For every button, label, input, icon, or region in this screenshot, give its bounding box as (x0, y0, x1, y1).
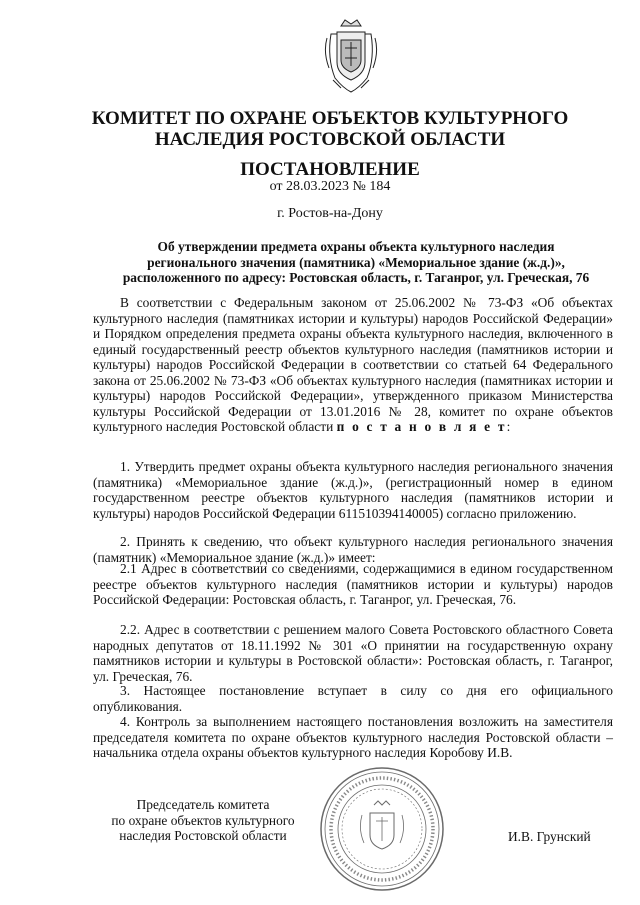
signatory-title-line-1: Председатель комитета (136, 797, 270, 812)
subject-line-1: Об утверждении предмета охраны объекта культурного наследия (157, 239, 555, 254)
resolves-colon: : (506, 419, 511, 434)
preamble-text: В соответствии с Федеральным законом от 25.06.2002 № 73-ФЗ «Об объектах культурного наследия (памятниках истории и культуры) народов Российской Федерации» и Порядком определения предмета охраны объекта культурного наследия, включенного в единый государственный реестр объектов культурного наследия (памятников истории и культуры) народов Российской Федерации в соответствии со статьей 64 Федерального закона от 25.06.2002 № 73-ФЗ «Об объектах культурного наследия (памятниках истории и культуры) народов Российской Федерации», утвержденного приказом Министерства культуры Российской Федерации от 13.01.2016 № 28, комитет по охране объектов культурного наследия Ростовской области (93, 295, 613, 434)
paragraph-2-2: 2.2. Адрес в соответствии с решением малого Совета Ростовского областного Совета народных депутатов от 18.11.1992 № 301 «О принятии на государственную охрану памятников истории и культуры в Ростовской области»: Ростовская область, г. Таганрог, ул. Греческая, 76. (93, 622, 613, 684)
preamble-paragraph (93, 295, 613, 435)
signatory-title-line-2: по охране объектов культурного (111, 812, 295, 828)
paragraph-1: 1. Утвердить предмет охраны объекта культурного наследия регионального значения (памятника) «Мемориальное здание (ж.д.)», (регистрационный номер в едином государственном реестре объектов культурного наследия (памятников истории и культуры) народов Российской Федерации 611510394140005) согласно приложению. (93, 459, 613, 521)
organization-line-2: НАСЛЕДИЯ РОСТОВСКОЙ ОБЛАСТИ (154, 129, 506, 150)
subject-line-2: регионального значения (памятника) «Мемориальное здание (ж.д.)», (147, 254, 565, 270)
document-place: г. Ростов-на-Дону (277, 206, 383, 221)
signatory-title-line-3: наследия Ростовской области (119, 828, 287, 843)
paragraph-2-1: 2.1 Адрес в соответствии со сведениями, содержащимися в едином государственном реестре объектов культурного наследия (памятников истории и культуры) народов Российской Федерации: Ростовская область, г. Таганрог, ул. Греческая, 76. (93, 561, 613, 607)
signatory-title (98, 797, 308, 844)
official-round-seal-icon (318, 765, 446, 893)
paragraph-2: 2. Принять к сведению, что объект культурного наследия регионального значения (памятник) «Мемориальное здание (ж.д.)» имеет: (93, 534, 613, 565)
document-subject (90, 239, 622, 286)
organization-line-1: КОМИТЕТ ПО ОХРАНЕ ОБЪЕКТОВ КУЛЬТУРНОГО (91, 108, 569, 129)
paragraph-3: 3. Настоящее постановление вступает в силу со дня его официального опубликования. (93, 683, 613, 714)
document-date-number: от 28.03.2023 № 184 (269, 179, 391, 194)
resolves-word: п о с т а н о в л я е т (336, 419, 507, 434)
subject-line-3: расположенного по адресу: Ростовская область, г. Таганрог, ул. Греческая, 76 (122, 270, 590, 285)
rostov-oblast-coat-of-arms-icon (323, 18, 379, 94)
document-type: ПОСТАНОВЛЕНИЕ (240, 159, 420, 180)
paragraph-4: 4. Контроль за выполнением настоящего постановления возложить на заместителя председателя комитета по охране объектов культурного наследия Ростовской области – начальника отдела охраны объектов культурного наследия Коробову И.В. (93, 714, 613, 760)
signatory-name: И.В. Грунский (508, 829, 591, 844)
organization-name (60, 108, 600, 150)
